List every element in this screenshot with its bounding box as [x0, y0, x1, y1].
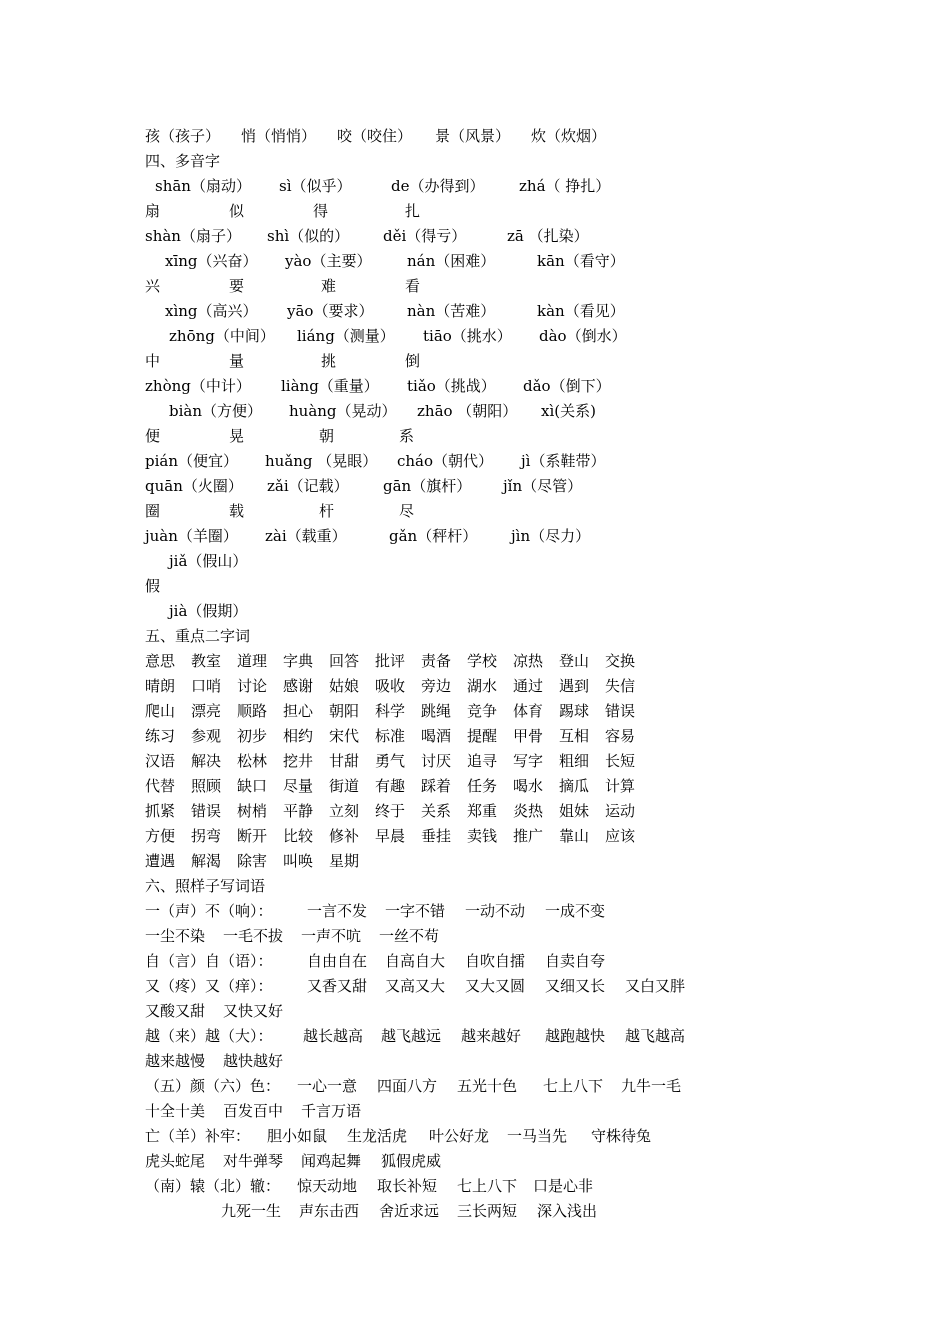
text-segment: 缺口 [237, 777, 268, 795]
text-segment: 挑 [321, 352, 337, 370]
text-segment: 解决 [191, 752, 222, 770]
text-segment: 炎热 [513, 802, 544, 820]
text-segment: zhòng（中计） [145, 377, 251, 395]
text-segment: 一尘不染 [145, 927, 206, 945]
text-segment: 任务 [467, 777, 498, 795]
text-segment: 平静 [283, 802, 314, 820]
text-segment: 错误 [605, 702, 636, 720]
text-segment: dǎo（倒下） [523, 377, 611, 395]
text-segment: 舍近求远 [379, 1202, 440, 1220]
text-segment: 声东击西 [299, 1202, 360, 1220]
text-segment: 字典 [283, 652, 314, 670]
text-segment: 比较 [283, 827, 314, 845]
text-segment: gǎn（秤杆） [389, 527, 478, 545]
text-segment: 生龙活虎 [347, 1127, 408, 1145]
text-segment: 越来越好 [461, 1027, 522, 1045]
text-segment: 追寻 [467, 752, 498, 770]
text-segment: 口哨 [191, 677, 222, 695]
text-segment: 叶公好龙 [429, 1127, 490, 1145]
text-segment: 难 [321, 277, 337, 295]
text-segment: 应该 [605, 827, 636, 845]
text-segment: zā （扎染） [507, 227, 589, 245]
text-segment: 系 [399, 427, 415, 445]
text-segment: 喝水 [513, 777, 544, 795]
text-segment: 悄（悄悄） [241, 127, 317, 145]
text-segment: 又大又圆 [465, 977, 526, 995]
text-segment: 一成不变 [545, 902, 606, 920]
text-segment: quān（火圈） [145, 477, 243, 495]
text-segment: 喝酒 [421, 727, 452, 745]
text-segment: děi（得亏） [383, 227, 467, 245]
text-segment: 一马当先 [507, 1127, 568, 1145]
text-segment: 又白又胖 [625, 977, 686, 995]
text-segment: 中 [145, 352, 161, 370]
text-segment: 又细又长 [545, 977, 606, 995]
text-segment: 有趣 [375, 777, 406, 795]
text-segment: 担心 [283, 702, 314, 720]
text-segment: 计算 [605, 777, 636, 795]
text-segment: tiāo（挑水） [423, 327, 512, 345]
text-segment: 咬（咬住） [337, 127, 413, 145]
text-segment: zhōng（中间） [169, 327, 275, 345]
text-segment: 登山 [559, 652, 590, 670]
text-segment: 顺路 [237, 702, 268, 720]
text-segment: 体育 [513, 702, 544, 720]
text-segment: jìn（尽力） [511, 527, 591, 545]
text-segment: 一言不发 [307, 902, 368, 920]
text-segment: 自由自在 [307, 952, 368, 970]
text-segment: 量 [229, 352, 245, 370]
text-segment: 意思 [145, 652, 176, 670]
text-segment: 错误 [191, 802, 222, 820]
text-segment: cháo（朝代） [397, 452, 494, 470]
text-segment: 吸收 [375, 677, 406, 695]
text-segment: 倒 [405, 352, 421, 370]
text-segment: 踩着 [421, 777, 452, 795]
text-segment: 胆小如鼠 [267, 1127, 328, 1145]
text-segment: 初步 [237, 727, 268, 745]
text-segment: 一字不错 [385, 902, 446, 920]
text-segment: 树梢 [237, 802, 268, 820]
text-segment: 遭遇 [145, 852, 176, 870]
text-segment: shì（似的） [267, 227, 350, 245]
text-segment: 五光十色 [457, 1077, 518, 1095]
text-segment: 漂亮 [191, 702, 222, 720]
text-segment: 口是心非 [533, 1177, 594, 1195]
text-segment: juàn（羊圈） [145, 527, 238, 545]
text-segment: pián（便宜） [145, 452, 239, 470]
text-segment: biàn（方便） [169, 402, 263, 420]
text-segment: 除害 [237, 852, 268, 870]
text-segment: 五、重点二字词 [145, 627, 251, 645]
text-segment: 九牛一毛 [621, 1077, 682, 1095]
text-segment: 守株待兔 [591, 1127, 652, 1145]
text-segment: 七上八下 [543, 1077, 604, 1095]
text-segment: 炊（炊烟） [531, 127, 607, 145]
text-segment: 汉语 [145, 752, 176, 770]
text-segment: 狐假虎威 [381, 1152, 442, 1170]
text-segment: 科学 [375, 702, 406, 720]
text-segment: 踢球 [559, 702, 590, 720]
text-segment: 扎 [405, 202, 421, 220]
text-segment: 回答 [329, 652, 360, 670]
text-segment: 感谢 [283, 677, 314, 695]
text-segment: 姑娘 [329, 677, 360, 695]
text-segment: 抓紧 [145, 802, 176, 820]
text-segment: yào（主要） [285, 252, 372, 270]
text-segment: 提醒 [467, 727, 498, 745]
text-segment: 早晨 [375, 827, 406, 845]
text-segment: 推广 [513, 827, 544, 845]
text-segment: 越飞越高 [625, 1027, 686, 1045]
text-segment: zài（载重） [265, 527, 347, 545]
text-segment: 景（风景） [435, 127, 511, 145]
text-segment: 得 [313, 202, 329, 220]
text-segment: 要 [229, 277, 245, 295]
text-segment: 交换 [605, 652, 636, 670]
text-segment: liáng（测量） [297, 327, 395, 345]
text-segment: 立刻 [329, 802, 360, 820]
text-segment: yāo（要求） [287, 302, 374, 320]
text-segment: 失信 [605, 677, 636, 695]
text-segment: 亡（羊）补牢： [145, 1127, 251, 1145]
text-segment: 越长越高 [303, 1027, 364, 1045]
text-segment: 又快又好 [223, 1002, 284, 1020]
text-segment: xìng（高兴） [165, 302, 258, 320]
text-segment: 甘甜 [329, 752, 360, 770]
text-segment: 自吹自擂 [465, 952, 526, 970]
text-segment: 旁边 [421, 677, 452, 695]
text-segment: 百发百中 [223, 1102, 284, 1120]
text-segment: 道理 [237, 652, 268, 670]
text-segment: 越来越慢 [145, 1052, 206, 1070]
text-segment: jià（假期） [169, 602, 248, 620]
text-segment: 便 [145, 427, 161, 445]
text-segment: 拐弯 [191, 827, 222, 845]
text-segment: 挖井 [283, 752, 314, 770]
text-segment: 自高自大 [385, 952, 446, 970]
text-segment: huàng（晃动） [289, 402, 397, 420]
text-segment: 取长补短 [377, 1177, 438, 1195]
text-segment: 越（来）越（大）： [145, 1027, 273, 1045]
text-segment: 看 [405, 277, 421, 295]
text-segment: 摘瓜 [559, 777, 590, 795]
text-segment: jǐn（尽管） [503, 477, 583, 495]
text-segment: 讨论 [237, 677, 268, 695]
text-segment: huǎng （晃眼） [265, 452, 378, 470]
text-segment: zhá（ 挣扎） [519, 177, 611, 195]
text-segment: 又酸又甜 [145, 1002, 206, 1020]
text-segment: 一动不动 [465, 902, 526, 920]
text-segment: 凉热 [513, 652, 544, 670]
text-segment: 自卖自夸 [545, 952, 606, 970]
text-segment: 自（言）自（语）： [145, 952, 273, 970]
text-segment: 越飞越远 [381, 1027, 442, 1045]
text-segment: 跳绳 [421, 702, 452, 720]
text-segment: dào（倒水） [539, 327, 627, 345]
text-segment: 又香又甜 [307, 977, 368, 995]
text-segment: 似 [229, 202, 245, 220]
text-segment: 学校 [467, 652, 498, 670]
text-segment: 街道 [329, 777, 360, 795]
text-segment: 越跑越快 [545, 1027, 606, 1045]
text-segment: 爬山 [145, 702, 176, 720]
text-segment: 容易 [605, 727, 636, 745]
text-segment: 责备 [421, 652, 452, 670]
text-segment: 四、多音字 [145, 152, 221, 170]
text-segment: 一声不吭 [301, 927, 362, 945]
text-segment: zǎi（记载） [267, 477, 349, 495]
text-segment: 孩（孩子） [145, 127, 221, 145]
text-segment: 长短 [605, 752, 636, 770]
text-segment: 运动 [605, 802, 636, 820]
text-segment: 兴 [145, 277, 161, 295]
text-segment: 晃 [229, 427, 245, 445]
text-segment: 互相 [559, 727, 590, 745]
text-segment: 又高又大 [385, 977, 446, 995]
text-segment: 解渴 [191, 852, 222, 870]
text-segment: xīng（兴奋） [165, 252, 258, 270]
text-segment: 尽 [399, 502, 415, 520]
text-segment: 断开 [237, 827, 268, 845]
text-segment: 深入浅出 [537, 1202, 598, 1220]
text-segment: 十全十美 [145, 1102, 206, 1120]
text-segment: 姐妹 [559, 802, 590, 820]
text-segment: 虎头蛇尾 [145, 1152, 206, 1170]
text-segment: 关系 [421, 802, 452, 820]
text-segment: 九死一生 [221, 1202, 282, 1220]
text-segment: （五）颜（六）色： [145, 1077, 281, 1095]
text-segment: 六、照样子写词语 [145, 877, 266, 895]
text-segment: 照顾 [191, 777, 222, 795]
text-segment: jì（系鞋带） [521, 452, 606, 470]
text-segment: 圈 [145, 502, 161, 520]
text-segment: 通过 [513, 677, 544, 695]
text-segment: 教室 [191, 652, 222, 670]
text-segment: 标准 [375, 727, 406, 745]
text-segment: kàn（看见） [537, 302, 625, 320]
text-segment: 闻鸡起舞 [301, 1152, 362, 1170]
text-segment: shān（扇动） [155, 177, 251, 195]
text-segment: 惊天动地 [297, 1177, 358, 1195]
text-segment: 对牛弹琴 [223, 1152, 284, 1170]
text-segment: 杆 [319, 502, 335, 520]
text-segment: 越快越好 [223, 1052, 284, 1070]
text-segment: 方便 [145, 827, 176, 845]
text-segment: tiǎo（挑战） [407, 377, 496, 395]
text-segment: 讨厌 [421, 752, 452, 770]
text-segment: 修补 [329, 827, 360, 845]
text-segment: 相约 [283, 727, 314, 745]
text-segment: 郑重 [467, 802, 498, 820]
text-segment: 宋代 [329, 727, 360, 745]
text-segment: 垂挂 [421, 827, 452, 845]
text-segment: 朝 [319, 427, 335, 445]
text-segment: （南）辕（北）辙： [145, 1177, 281, 1195]
text-segment: 又（疼）又（痒）： [145, 977, 273, 995]
text-segment: 扇 [145, 202, 161, 220]
text-segment: 参观 [191, 727, 222, 745]
text-segment: 假 [145, 577, 161, 595]
text-segment: 松林 [237, 752, 268, 770]
text-segment: zhāo （朝阳） [417, 402, 518, 420]
text-segment: 尽量 [283, 777, 314, 795]
text-segment: xì(关系) [541, 402, 596, 420]
text-segment: 朝阳 [329, 702, 360, 720]
text-segment: 勇气 [375, 752, 406, 770]
text-segment: 一心一意 [297, 1077, 358, 1095]
text-segment: 一毛不拔 [223, 927, 284, 945]
text-segment: 一（声）不（响）： [145, 902, 273, 920]
text-segment: nán（困难） [407, 252, 496, 270]
text-segment: 代替 [145, 777, 176, 795]
text-segment: liàng（重量） [281, 377, 379, 395]
text-segment: nàn（苦难） [407, 302, 496, 320]
text-segment: jiǎ（假山） [169, 552, 248, 570]
text-segment: sì（似乎） [279, 177, 352, 195]
text-segment: 一丝不苟 [379, 927, 440, 945]
text-segment: shàn（扇子） [145, 227, 241, 245]
text-segment: 卖钱 [467, 827, 498, 845]
text-segment: 练习 [145, 727, 176, 745]
text-segment: 终于 [375, 802, 406, 820]
text-segment: 粗细 [559, 752, 590, 770]
text-segment: 批评 [375, 652, 406, 670]
text-segment: 晴朗 [145, 677, 176, 695]
text-segment: 靠山 [559, 827, 590, 845]
text-segment: 竞争 [467, 702, 498, 720]
text-segment: 甲骨 [513, 727, 544, 745]
text-segment: de（办得到） [391, 177, 485, 195]
text-segment: 千言万语 [301, 1102, 362, 1120]
text-segment: 七上八下 [457, 1177, 518, 1195]
text-segment: 湖水 [467, 677, 498, 695]
text-segment: 叫唤 [283, 852, 314, 870]
text-segment: kān（看守） [537, 252, 625, 270]
text-segment: 载 [229, 502, 245, 520]
text-segment: 遇到 [559, 677, 590, 695]
text-segment: 写字 [513, 752, 544, 770]
text-segment: 三长两短 [457, 1202, 518, 1220]
text-segment: 四面八方 [377, 1077, 438, 1095]
text-segment: gān（旗杆） [383, 477, 472, 495]
text-segment: 星期 [329, 852, 360, 870]
